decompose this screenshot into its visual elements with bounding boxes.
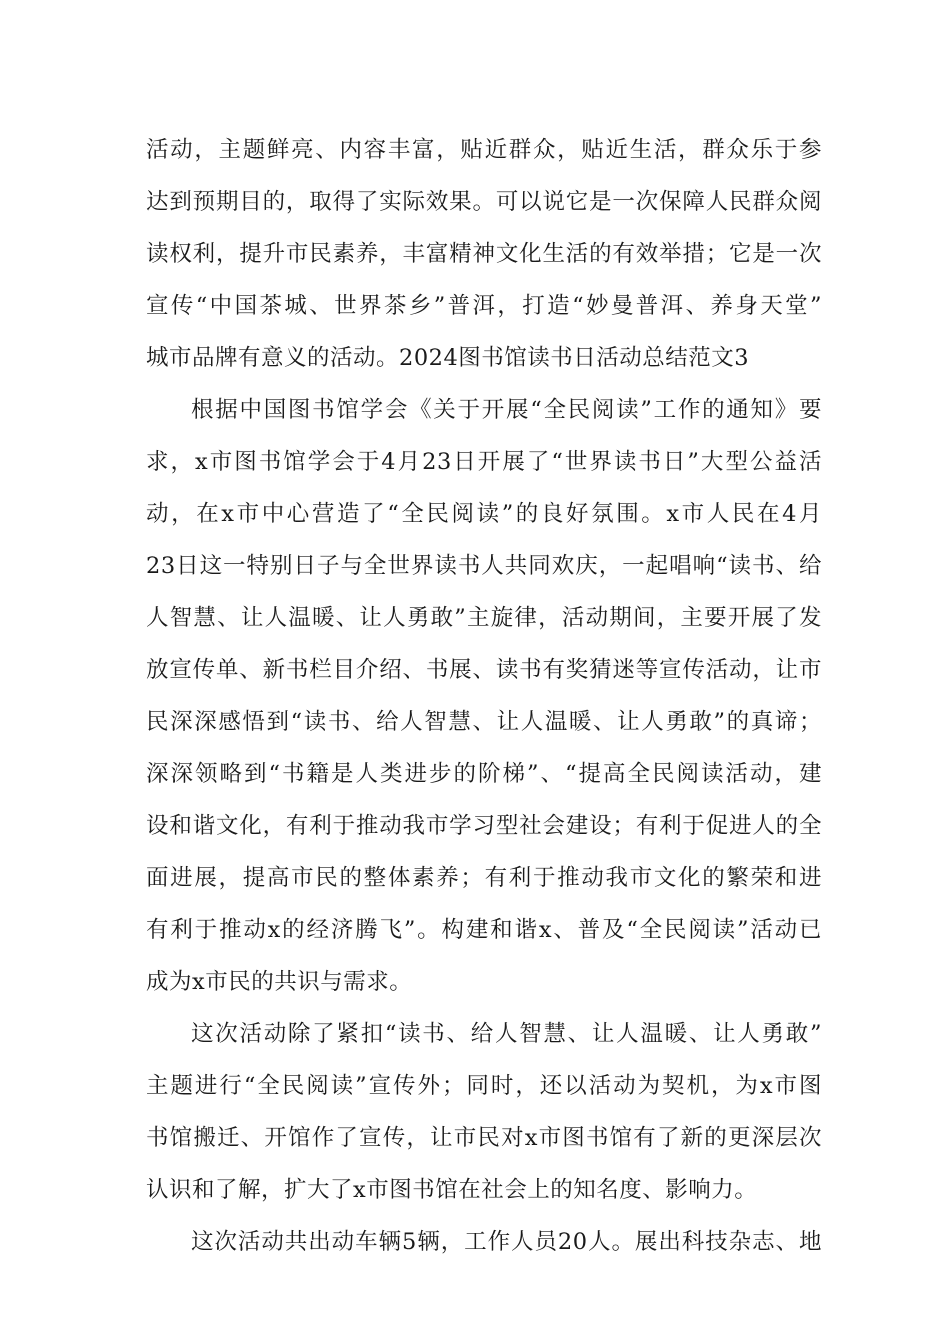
paragraph-3 bbox=[146, 1008, 822, 1216]
text-line: 这次活动共出动车辆5辆，工作人员20人。展出科技杂志、地 bbox=[191, 1229, 822, 1255]
text-line: 人智慧、让人温暖、让人勇敢”主旋律，活动期间，主要开展了发 bbox=[146, 605, 822, 631]
text-line: 求，x市图书馆学会于4月23日开展了“世界读书日”大型公益活 bbox=[146, 449, 822, 475]
text-line: 面进展，提高市民的整体素养；有利于推动我市文化的繁荣和进 bbox=[146, 865, 822, 891]
text-line: 这次活动除了紧扣“读书、给人智慧、让人温暖、让人勇敢” bbox=[191, 1021, 822, 1047]
paragraph-1 bbox=[146, 124, 822, 384]
text-line: 设和谐文化，有利于推动我市学习型社会建设；有利于促进人的全 bbox=[146, 813, 822, 839]
text-line: 读权利，提升市民素养，丰富精神文化生活的有效举措；它是一次 bbox=[146, 241, 822, 267]
text-line: 民深深感悟到“读书、给人智慧、让人温暖、让人勇敢”的真谛； bbox=[146, 709, 822, 735]
text-line: 23日这一特别日子与全世界读书人共同欢庆，一起唱响“读书、给 bbox=[146, 553, 822, 579]
paragraph-4 bbox=[146, 1216, 822, 1268]
text-line: 有利于推动x的经济腾飞”。构建和谐x、普及“全民阅读”活动已 bbox=[146, 917, 822, 943]
text-line: 书馆搬迁、开馆作了宣传，让市民对x市图书馆有了新的更深层次 bbox=[146, 1125, 822, 1151]
text-line: 根据中国图书馆学会《关于开展“全民阅读”工作的通知》要 bbox=[191, 397, 822, 423]
text-line: 主题进行“全民阅读”宣传外；同时，还以活动为契机，为x市图 bbox=[146, 1073, 822, 1099]
text-line: 认识和了解，扩大了x市图书馆在社会上的知名度、影响力。 bbox=[146, 1177, 758, 1203]
text-line: 成为x市民的共识与需求。 bbox=[146, 969, 413, 995]
document-body bbox=[146, 124, 822, 1268]
text-line: 深深领略到“书籍是人类进步的阶梯”、“提高全民阅读活动，建 bbox=[146, 761, 822, 787]
text-line: 城市品牌有意义的活动。2024图书馆读书日活动总结范文3 bbox=[146, 345, 750, 371]
text-line: 活动，主题鲜亮、内容丰富，贴近群众，贴近生活，群众乐于参 bbox=[146, 137, 822, 163]
text-line: 宣传“中国茶城、世界茶乡”普洱，打造“妙曼普洱、养身天堂” bbox=[146, 293, 822, 319]
paragraph-2 bbox=[146, 384, 822, 1008]
text-line: 达到预期目的，取得了实际效果。可以说它是一次保障人民群众阅 bbox=[146, 189, 822, 215]
text-line: 动，在x市中心营造了“全民阅读”的良好氛围。x市人民在4月 bbox=[146, 501, 822, 527]
text-line: 放宣传单、新书栏目介绍、书展、读书有奖猜迷等宣传活动，让市 bbox=[146, 657, 822, 683]
